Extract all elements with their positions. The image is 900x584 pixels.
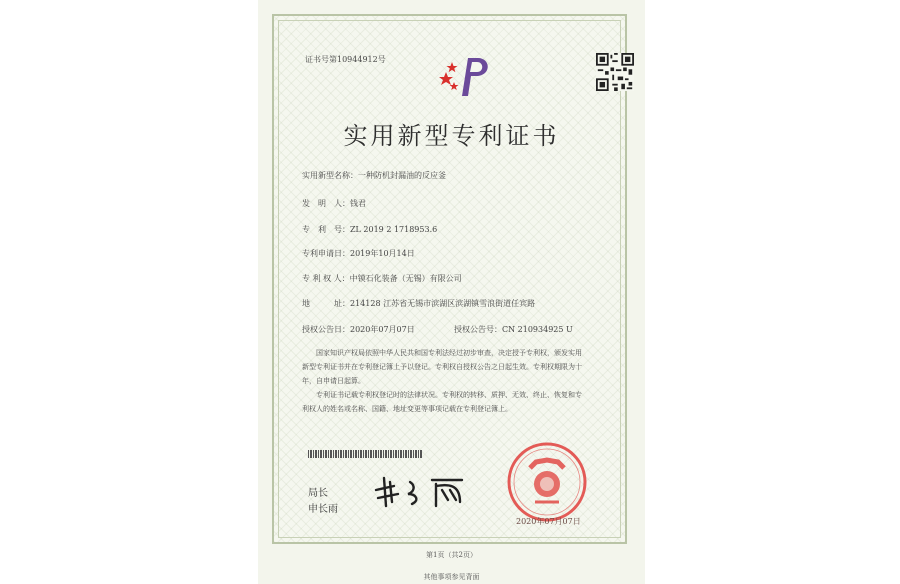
field-address: 地 址：214128 江苏省无锡市滨湖区滨湖镇雪浪街道任宾路 (302, 299, 536, 308)
field-utility-model-name: 实用新型名称：一种防机封漏油的反应釜 (302, 171, 446, 180)
field-inventor: 发 明 人：钱君 (302, 199, 366, 208)
legal-notice: 专利证书记载专利权登记时的法律状况。专利权的转移、质押、无效、终止、恢复和专 利权人的姓名或名称、国籍、地址变更等事项记载在专利登记簿上。 (302, 391, 582, 413)
cnipa-logo-icon (438, 52, 498, 100)
field-application-date: 专利申请日：2019年10月14日 (302, 249, 415, 258)
signature-icon (370, 472, 480, 512)
field-patentee: 专 利 权 人：中镆石化装备（无锡）有限公司 (302, 274, 462, 283)
signatory-name: 申长雨 (308, 504, 338, 515)
certificate-number: 证书号第10944912号 (305, 55, 386, 64)
field-patent-number: 专 利 号：ZL 2019 2 1718953.6 (302, 225, 438, 234)
barcode (308, 450, 422, 458)
grant-statement: 国家知识产权局依照中华人民共和国专利法经过初步审查，决定授予专利权，颁发实用 新型专利证书并在专利登记簿上予以登记。专利权自授权公告之日起生效。专利权期限为十 年，自申请日起算。 (302, 349, 582, 385)
patent-certificate (258, 0, 645, 584)
certificate-title: 实用新型专利证书 (343, 122, 560, 150)
signatory-title: 局长 (308, 488, 328, 499)
field-grant-date: 授权公告日：2020年07月07日 (302, 325, 415, 334)
field-grant-number: 授权公告号：CN 210934925 U (454, 325, 573, 334)
footer-note: 其他事项参见背面 (423, 573, 480, 581)
page-info: 第1页（共2页） (426, 551, 477, 559)
seal-date: 2020年07月07日 (516, 517, 581, 526)
qr-code-icon (596, 52, 634, 92)
